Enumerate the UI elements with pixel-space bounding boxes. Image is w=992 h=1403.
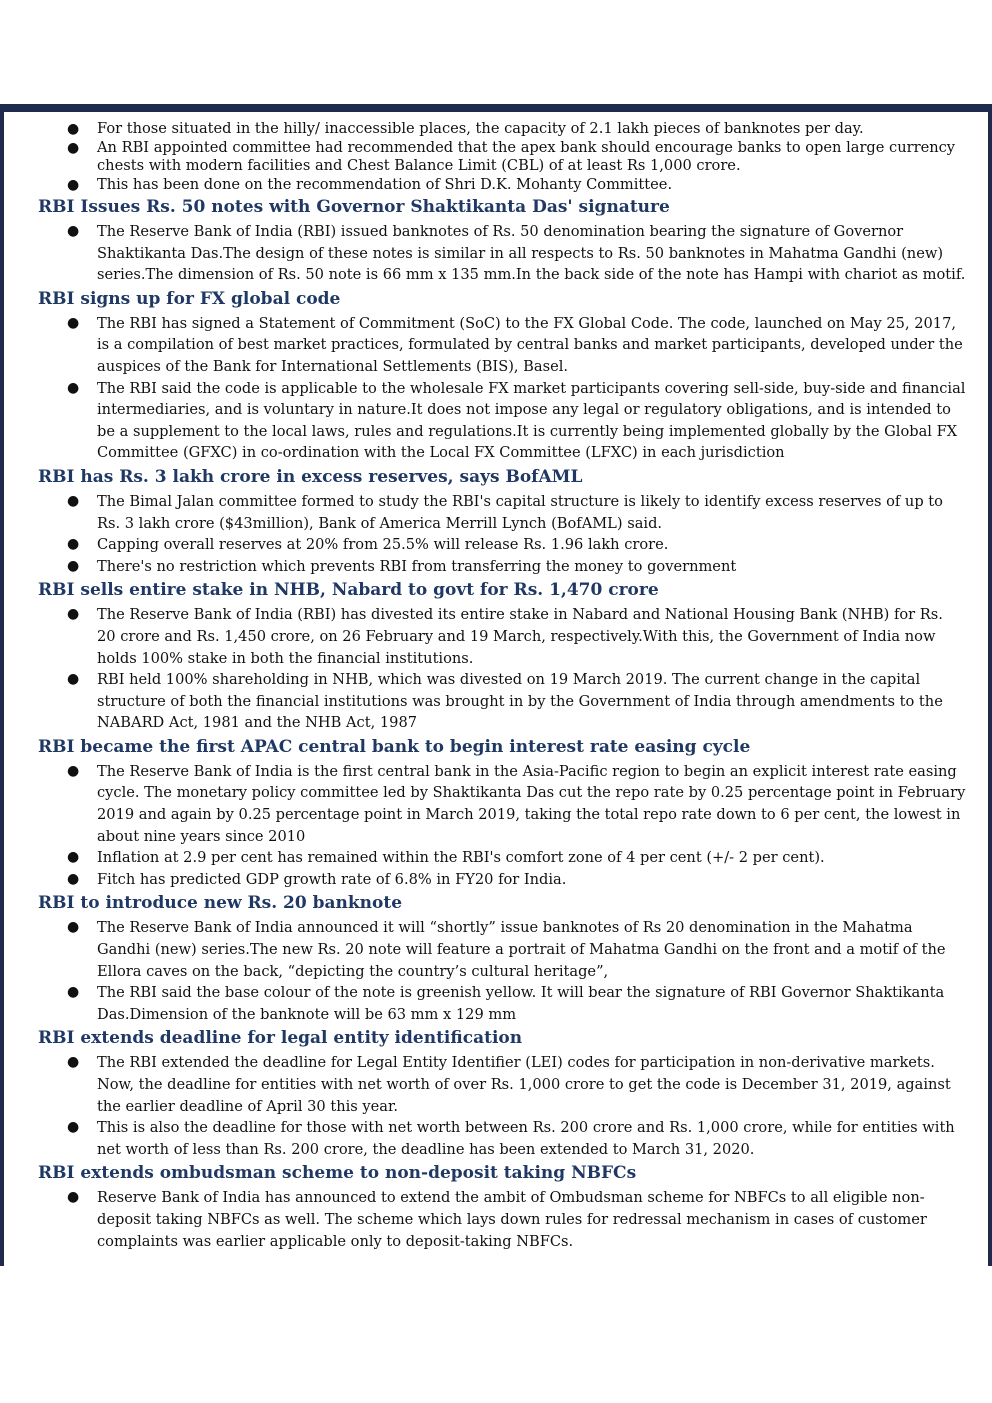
bullet-list xyxy=(38,491,966,577)
section-excess-reserves xyxy=(38,467,966,577)
list-item: ● Inflation at 2.9 per cent has remained within the RBI's comfort zone of 4 per cent (+/- 2 per cent). xyxy=(38,847,966,869)
bullet-icon: ● xyxy=(67,557,80,574)
bullet-list xyxy=(38,761,966,891)
section-heading: RBI has Rs. 3 lakh crore in excess reserves, says BofAML xyxy=(38,466,583,487)
bullet-list xyxy=(38,604,966,734)
list-item: ● For those situated in the hilly/ inaccessible places, the capacity of 2.1 lakh pieces of banknotes per day. xyxy=(67,120,864,137)
section-lei-deadline xyxy=(38,1028,966,1160)
section-apac-rate-easing xyxy=(38,737,966,891)
bullet-icon: ● xyxy=(67,762,80,779)
bullet-icon: ● xyxy=(67,849,80,866)
bullet-icon: ● xyxy=(67,671,80,688)
section-rs50-notes xyxy=(38,197,966,286)
section-nhb-nabard-stake xyxy=(38,580,966,734)
bullet-icon: ● xyxy=(67,1119,80,1136)
list-item: ● The RBI has signed a Statement of Commitment (SoC) to the FX Global Code. The code, launched on May 25, 2017, is a compilation of best market practices, formulated by central banks and market participants, developed under the auspices of the Bank for International Settlements (BIS), Basel. xyxy=(67,314,963,375)
list-item: ● RBI held 100% shareholding in NHB, which was divested on 19 March 2019. The current change in the capital structure of both the financial institutions was brought in by the Government of India through amendments to the NABARD Act, 1981 and the NHB Act, 1987 xyxy=(67,671,943,732)
list-item: ● The Bimal Jalan committee formed to study the RBI's capital structure is likely to identify excess reserves of up to Rs. 3 lakh crore ($43million), Bank of America Merrill Lynch (BofAML) said. xyxy=(67,492,943,532)
bullet-icon: ● xyxy=(67,223,80,239)
list-item: ● Fitch has predicted GDP growth rate of 6.8% in FY20 for India. xyxy=(38,869,966,891)
bullet-icon: ● xyxy=(67,492,80,509)
bullet-icon: ● xyxy=(67,314,80,331)
list-item: ● This has been done on the recommendation of Shri D.K. Mohanty Committee. xyxy=(67,175,673,193)
page-top-border xyxy=(0,104,992,112)
section-rs20-banknote xyxy=(38,893,966,1025)
bullet-icon: ● xyxy=(67,379,80,396)
bullet-icon: ● xyxy=(67,139,80,156)
list-item: ● There's no restriction which prevents RBI from transferring the money to government xyxy=(38,556,966,578)
section-ombudsman-nbfc xyxy=(38,1163,966,1252)
bullet-icon: ● xyxy=(67,870,80,887)
bullet-list xyxy=(38,917,966,1025)
bullet-icon: ● xyxy=(67,1054,80,1071)
bullet-icon: ● xyxy=(67,176,80,193)
section-heading: RBI sells entire stake in NHB, Nabard to govt for Rs. 1,470 crore xyxy=(38,580,659,601)
list-item: ● The RBI said the base colour of the note is greenish yellow. It will bear the signature of RBI Governor Shaktikanta Das.Dimension of the banknote will be 63 mm x 129 mm xyxy=(67,984,945,1023)
bullet-icon: ● xyxy=(67,121,80,137)
document-body xyxy=(38,120,966,1255)
bullet-icon: ● xyxy=(67,606,80,623)
list-item: ● The Reserve Bank of India (RBI) issued banknotes of Rs. 50 denomination bearing the signature of Governor Shaktikanta Das.The design of these notes is similar in all respects to Rs. 50 banknotes in Mahatma Gandhi (new) series.The dimension of Rs. 50 note is 66 mm x 135 mm.In the back side of the note has Hampi with chariot as motif. xyxy=(67,223,966,284)
list-item: ● The RBI said the code is applicable to the wholesale FX market participants covering sell-side, buy-side and financial intermediaries, and is voluntary in nature.It does not impose any legal or regulatory obligations, and is intended to be a supplement to the local laws, rules and regulations.It is currently being implemented globally by the Global FX Committee (GFXC) in co-ordination with the Local FX Committee (LFXC) in each jurisdiction xyxy=(67,379,966,462)
section-heading: RBI to introduce new Rs. 20 banknote xyxy=(38,893,403,914)
list-item: ● Capping overall reserves at 20% from 25.5% will release Rs. 1.96 lakh crore. xyxy=(38,534,966,556)
bullet-icon: ● xyxy=(67,536,80,553)
list-item: ● An RBI appointed committee had recommended that the apex bank should encourage banks to open large currency chests with modern facilities and Chest Balance Limit (CBL) of at least Rs 1,000 crore. xyxy=(67,138,956,174)
list-item: ● The Reserve Bank of India is the first central bank in the Asia-Pacific region to begin an explicit interest rate easing cycle. The monetary policy committee led by Shaktikanta Das cut the repo rate by 0.25 percentage point in February 2019 and again by 0.25 percentage point in March 2019, taking the total repo rate down to 6 per cent, the lowest in about nine years since 2010 xyxy=(67,762,966,845)
bullet-list xyxy=(38,1052,966,1160)
section-heading: RBI extends deadline for legal entity identification xyxy=(38,1028,523,1049)
bullet-list xyxy=(38,221,966,286)
section-heading: RBI signs up for FX global code xyxy=(38,288,341,309)
list-item: ● The Reserve Bank of India announced it will “shortly” issue banknotes of Rs 20 denomination in the Mahatma Gandhi (new) series.The new Rs. 20 note will feature a portrait of Mahatma Gandhi on the front and a motif of the Ellora caves on the back, “depicting the country’s cultural heritage”, xyxy=(67,919,946,980)
list-item: ● Reserve Bank of India has announced to extend the ambit of Ombudsman scheme for NBFCs to all eligible non-deposit taking NBFCs as well. The scheme which lays down rules for redressal mechanism in cases of customer complaints was earlier applicable only to deposit-taking NBFCs. xyxy=(67,1189,927,1250)
section-heading: RBI extends ombudsman scheme to non-deposit taking NBFCs xyxy=(38,1163,637,1184)
bullet-list xyxy=(38,1187,966,1252)
bullet-icon: ● xyxy=(67,984,80,1001)
bullet-icon: ● xyxy=(67,1189,80,1206)
section-heading: RBI Issues Rs. 50 notes with Governor Shaktikanta Das' signature xyxy=(38,197,670,217)
intro-bullet-list xyxy=(38,120,966,194)
list-item: ● This is also the deadline for those with net worth between Rs. 200 crore and Rs. 1,000 crore, while for entities with net worth of less than Rs. 200 crore, the deadline has been extended to March 31, 2020. xyxy=(67,1119,955,1158)
bullet-icon: ● xyxy=(67,919,80,936)
section-fx-global-code xyxy=(38,289,966,464)
list-item: ● The Reserve Bank of India (RBI) has divested its entire stake in Nabard and National Housing Bank (NHB) for Rs. 20 crore and Rs. 1,450 crore, on 26 February and 19 March, respectively.With this, the Government of India now holds 100% stake in both the financial institutions. xyxy=(67,606,943,667)
list-item: ● The RBI extended the deadline for Legal Entity Identifier (LEI) codes for participation in non-derivative markets. Now, the deadline for entities with net worth of over Rs. 1,000 crore to get the code is December 31, 2019, against the earlier deadline of April 30 this year. xyxy=(67,1054,951,1115)
section-heading: RBI became the first APAC central bank to begin interest rate easing cycle xyxy=(38,736,751,757)
bullet-list xyxy=(38,313,966,464)
